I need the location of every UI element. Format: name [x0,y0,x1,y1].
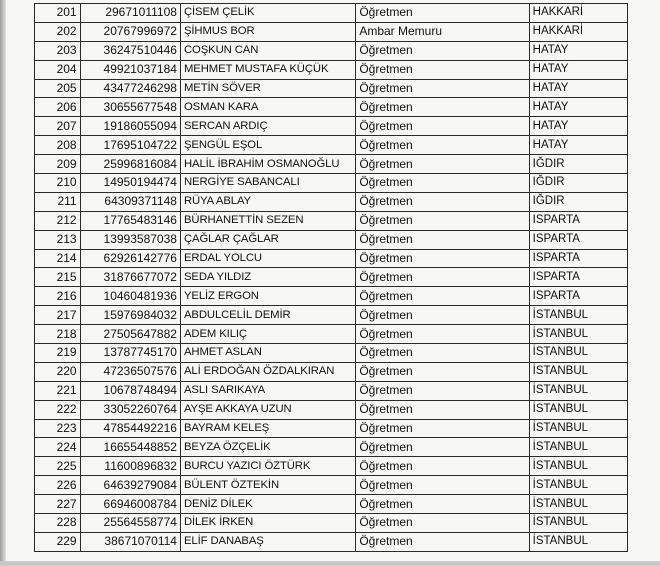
table-row [35,60,628,79]
job-title-cell: Öğretmen [356,192,529,211]
full-name-cell: MEHMET MUSTAFA KÜÇÜK [180,60,355,79]
id-number-cell: 16655448852 [80,438,180,457]
job-title-cell: Öğretmen [356,476,529,495]
job-title-cell: Öğretmen [356,362,529,381]
full-name-cell: SEDA YILDIZ [180,268,355,287]
job-title-cell: Öğretmen [356,98,529,117]
row-number-cell: 229 [35,532,81,551]
city-cell: HAKKARİ [529,4,627,23]
full-name-cell: ŞENGÜL EŞOL [180,136,355,155]
city-cell: ISPARTA [529,211,627,230]
city-cell: HAKKARİ [529,22,627,41]
row-number-cell: 206 [35,98,81,117]
city-cell: İSTANBUL [529,381,627,400]
city-cell: ISPARTA [529,268,627,287]
job-title-cell: Ambar Memuru [356,22,529,41]
id-number-cell: 10678748494 [80,381,180,400]
city-cell: İSTANBUL [529,514,627,533]
row-number-cell: 219 [35,344,81,363]
city-cell: HATAY [529,60,627,79]
table-row [35,495,628,514]
table-row [35,117,628,136]
id-number-cell: 29671011108 [80,4,180,23]
id-number-cell: 31876677072 [80,268,180,287]
table-row [35,287,628,306]
full-name-cell: BEYZA ÖZÇELİK [180,438,355,457]
job-title-cell: Öğretmen [356,306,529,325]
id-number-cell: 13787745170 [80,344,180,363]
city-cell: HATAY [529,41,627,60]
table-row [35,249,628,268]
city-cell: İSTANBUL [529,532,627,551]
row-number-cell: 202 [35,22,81,41]
city-cell: IĞDIR [529,155,627,174]
row-number-cell: 218 [35,325,81,344]
id-number-cell: 14950194474 [80,174,180,193]
table-row [35,381,628,400]
id-number-cell: 64309371148 [80,192,180,211]
row-number-cell: 221 [35,381,81,400]
id-number-cell: 17765483146 [80,211,180,230]
id-number-cell: 62926142776 [80,249,180,268]
row-number-cell: 212 [35,211,81,230]
city-cell: ISPARTA [529,249,627,268]
row-number-cell: 224 [35,438,81,457]
full-name-cell: BÜRHANETTİN SEZEN [180,211,355,230]
row-number-cell: 216 [35,287,81,306]
city-cell: İSTANBUL [529,344,627,363]
table-row [35,476,628,495]
id-number-cell: 11600896832 [80,457,180,476]
row-number-cell: 203 [35,41,81,60]
job-title-cell: Öğretmen [356,4,529,23]
city-cell: İSTANBUL [529,457,627,476]
full-name-cell: HALİL İBRAHİM OSMANOĞLU [180,155,355,174]
city-cell: HATAY [529,98,627,117]
full-name-cell: DENİZ DİLEK [180,495,355,514]
row-number-cell: 215 [35,268,81,287]
id-number-cell: 15976984032 [80,306,180,325]
city-cell: ISPARTA [529,230,627,249]
city-cell: IĞDIR [529,192,627,211]
job-title-cell: Öğretmen [356,230,529,249]
job-title-cell: Öğretmen [356,79,529,98]
job-title-cell: Öğretmen [356,438,529,457]
row-number-cell: 217 [35,306,81,325]
row-number-cell: 204 [35,60,81,79]
row-number-cell: 226 [35,476,81,495]
row-number-cell: 201 [35,4,81,23]
city-cell: İSTANBUL [529,419,627,438]
full-name-cell: ABDULCELİL DEMİR [180,306,355,325]
city-cell: İSTANBUL [529,495,627,514]
row-number-cell: 207 [35,117,81,136]
full-name-cell: COŞKUN CAN [180,41,355,60]
id-number-cell: 36247510446 [80,41,180,60]
job-title-cell: Öğretmen [356,174,529,193]
id-number-cell: 33052260764 [80,400,180,419]
job-title-cell: Öğretmen [356,41,529,60]
row-number-cell: 225 [35,457,81,476]
table-row [35,419,628,438]
id-number-cell: 20767996972 [80,22,180,41]
table-row [35,230,628,249]
table-row [35,174,628,193]
table-row [35,4,628,23]
city-cell: IĞDIR [529,174,627,193]
full-name-cell: BAYRAM KELEŞ [180,419,355,438]
job-title-cell: Öğretmen [356,268,529,287]
document-page [6,0,660,566]
job-title-cell: Öğretmen [356,344,529,363]
id-number-cell: 30655677548 [80,98,180,117]
full-name-cell: BURCU YAZICI ÖZTÜRK [180,457,355,476]
table-row [35,155,628,174]
full-name-cell: ADEM KILIÇ [180,325,355,344]
id-number-cell: 10460481936 [80,287,180,306]
row-number-cell: 211 [35,192,81,211]
id-number-cell: 27505647882 [80,325,180,344]
row-number-cell: 205 [35,79,81,98]
table-row [35,192,628,211]
city-cell: HATAY [529,117,627,136]
job-title-cell: Öğretmen [356,117,529,136]
job-title-cell: Öğretmen [356,419,529,438]
job-title-cell: Öğretmen [356,136,529,155]
full-name-cell: ERDAL YOLCU [180,249,355,268]
table-row [35,344,628,363]
table-row [35,532,628,551]
row-number-cell: 227 [35,495,81,514]
table-row [35,136,628,155]
full-name-cell: ELİF DANABAŞ [180,532,355,551]
city-cell: İSTANBUL [529,438,627,457]
id-number-cell: 13993587038 [80,230,180,249]
table-row [35,457,628,476]
row-number-cell: 213 [35,230,81,249]
table-row [35,98,628,117]
city-cell: İSTANBUL [529,306,627,325]
full-name-cell: ALİ ERDOĞAN ÖZDALKIRAN [180,362,355,381]
full-name-cell: YELİZ ERGON [180,287,355,306]
job-title-cell: Öğretmen [356,532,529,551]
full-name-cell: NERGİYE SABANCALI [180,174,355,193]
table-row [35,325,628,344]
table-row [35,41,628,60]
id-number-cell: 38671070114 [80,532,180,551]
job-title-cell: Öğretmen [356,155,529,174]
table-row [35,400,628,419]
city-cell: HATAY [529,136,627,155]
personnel-table [34,3,628,552]
id-number-cell: 25564558774 [80,514,180,533]
table-row [35,438,628,457]
job-title-cell: Öğretmen [356,211,529,230]
full-name-cell: ŞİHMUS BOR [180,22,355,41]
row-number-cell: 208 [35,136,81,155]
table-row [35,514,628,533]
city-cell: İSTANBUL [529,362,627,381]
row-number-cell: 209 [35,155,81,174]
table-row [35,362,628,381]
table-row [35,79,628,98]
id-number-cell: 17695104722 [80,136,180,155]
full-name-cell: METİN SÖVER [180,79,355,98]
full-name-cell: BÜLENT ÖZTEKİN [180,476,355,495]
city-cell: İSTANBUL [529,400,627,419]
row-number-cell: 214 [35,249,81,268]
table-row [35,211,628,230]
id-number-cell: 66946008784 [80,495,180,514]
id-number-cell: 49921037184 [80,60,180,79]
city-cell: İSTANBUL [529,325,627,344]
row-number-cell: 210 [35,174,81,193]
table-row [35,22,628,41]
full-name-cell: OSMAN KARA [180,98,355,117]
row-number-cell: 223 [35,419,81,438]
id-number-cell: 47236507576 [80,362,180,381]
full-name-cell: ASLI SARIKAYA [180,381,355,400]
page-bottom-band [0,561,660,566]
table-row [35,268,628,287]
city-cell: ISPARTA [529,287,627,306]
table-row [35,306,628,325]
full-name-cell: DİLEK İRKEN [180,514,355,533]
city-cell: HATAY [529,79,627,98]
id-number-cell: 47854492216 [80,419,180,438]
row-number-cell: 220 [35,362,81,381]
full-name-cell: ÇİSEM ÇELİK [180,4,355,23]
job-title-cell: Öğretmen [356,325,529,344]
full-name-cell: ÇAĞLAR ÇAĞLAR [180,230,355,249]
job-title-cell: Öğretmen [356,400,529,419]
job-title-cell: Öğretmen [356,60,529,79]
id-number-cell: 43477246298 [80,79,180,98]
job-title-cell: Öğretmen [356,495,529,514]
city-cell: İSTANBUL [529,476,627,495]
job-title-cell: Öğretmen [356,381,529,400]
job-title-cell: Öğretmen [356,249,529,268]
id-number-cell: 19186055094 [80,117,180,136]
full-name-cell: AYŞE AKKAYA UZUN [180,400,355,419]
row-number-cell: 222 [35,400,81,419]
id-number-cell: 64639279084 [80,476,180,495]
personnel-table-body [35,4,628,552]
id-number-cell: 25996816084 [80,155,180,174]
full-name-cell: RÜYA ABLAY [180,192,355,211]
job-title-cell: Öğretmen [356,514,529,533]
row-number-cell: 228 [35,514,81,533]
job-title-cell: Öğretmen [356,287,529,306]
full-name-cell: AHMET ASLAN [180,344,355,363]
job-title-cell: Öğretmen [356,457,529,476]
full-name-cell: SERCAN ARDIÇ [180,117,355,136]
